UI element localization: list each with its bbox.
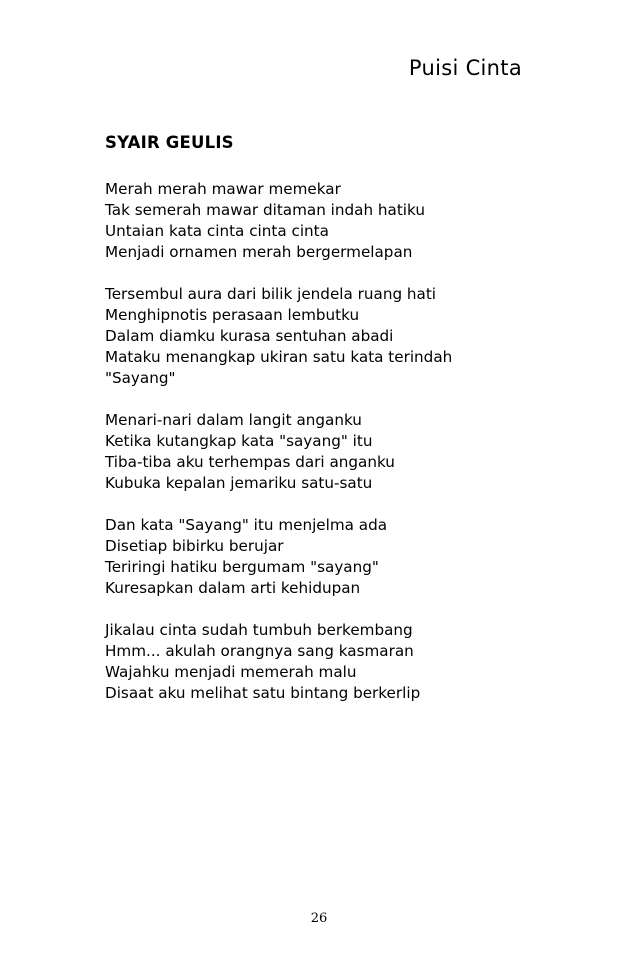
poem-stanza — [105, 284, 565, 389]
poem-line: Ketika kutangkap kata "sayang" itu — [105, 432, 373, 450]
poem-stanza — [105, 620, 565, 704]
poem-title: SYAIR GEULIS — [105, 133, 234, 152]
poem-line: Teriringi hatiku bergumam "sayang" — [105, 558, 379, 576]
page-number: 26 — [310, 911, 328, 926]
poem-line: Hmm... akulah orangnya sang kasmaran — [105, 642, 414, 660]
poem-line: Wajahku menjadi memerah malu — [105, 663, 357, 681]
poem-line: Merah merah mawar memekar — [105, 180, 341, 198]
poem-line: Kubuka kepalan jemariku satu-satu — [105, 474, 373, 492]
poem-line: Kuresapkan dalam arti kehidupan — [105, 579, 361, 597]
poem-line: Jikalau cinta sudah tumbuh berkembang — [105, 621, 413, 639]
poem-line: Disetiap bibirku berujar — [105, 537, 284, 555]
poem-line: Disaat aku melihat satu bintang berkerlip — [105, 684, 421, 702]
poem-line: Menari-nari dalam langit anganku — [105, 411, 362, 429]
poem-line: "Sayang" — [105, 369, 176, 387]
poem-line: Menghipnotis perasaan lembutku — [105, 306, 360, 324]
poem-line: Menjadi ornamen merah bergermelapan — [105, 243, 413, 261]
poem-line: Mataku menangkap ukiran satu kata terindah — [105, 348, 453, 366]
poem-line: Tiba-tiba aku terhempas dari anganku — [105, 453, 395, 471]
poem-line: Dalam diamku kurasa sentuhan abadi — [105, 327, 394, 345]
poem-line: Dan kata "Sayang" itu menjelma ada — [105, 516, 388, 534]
poem-stanza — [105, 515, 565, 599]
poem-line: Tersembul aura dari bilik jendela ruang hati — [105, 285, 437, 303]
poem-stanza — [105, 410, 565, 494]
running-header: Puisi Cinta — [408, 56, 522, 80]
poem-stanza — [105, 179, 565, 263]
poem-line: Tak semerah mawar ditaman indah hatiku — [105, 201, 425, 219]
poem-line: Untaian kata cinta cinta cinta — [105, 222, 329, 240]
poem-body — [105, 179, 565, 725]
